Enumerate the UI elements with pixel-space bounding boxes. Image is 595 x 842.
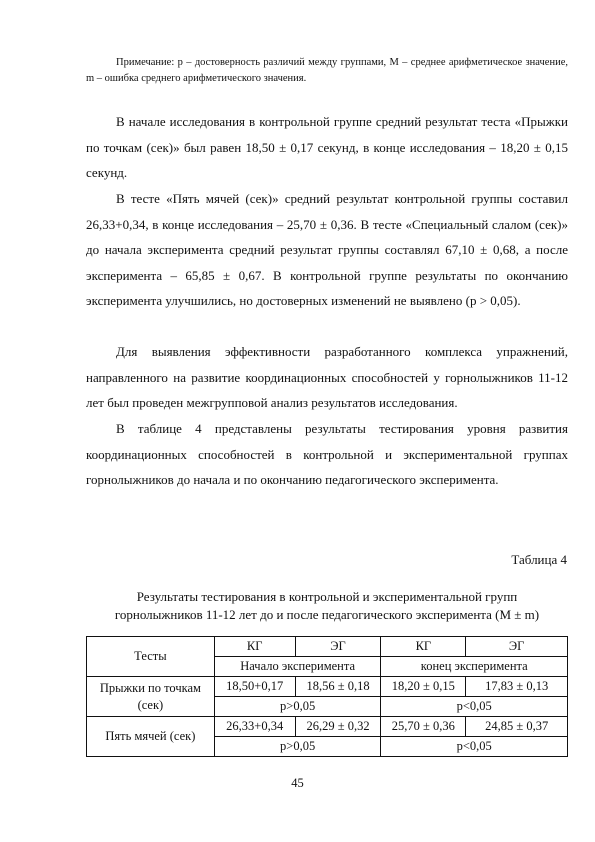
header-tests: Тесты xyxy=(87,637,215,677)
value-cell: 17,83 ± 0,13 xyxy=(466,677,568,697)
p-value-cell: p<0,05 xyxy=(381,737,568,757)
results-table xyxy=(86,636,568,757)
header-kg-end: КГ xyxy=(381,637,466,657)
footnote-text: Примечание: p – достоверность различий между группами, M – среднее арифметическое значение, m – ошибка среднего арифметического значения. xyxy=(86,57,568,84)
test-name-line: Прыжки по точкам xyxy=(99,680,201,695)
header-end-experiment: конец эксперимента xyxy=(381,657,568,677)
p-value-cell: p>0,05 xyxy=(214,737,381,757)
paragraph-intergroup-analysis: Для выявления эффективности разработанного комплекса упражнений, направленного на развитие координационных способностей у горнолыжников 11-12 лет был проведен межгрупповой анализ результатов исследования. xyxy=(86,344,568,410)
paragraph-control-jumps: В начале исследования в контрольной группе средний результат теста «Прыжки по точкам (сек)» был равен 18,50 ± 0,17 секунд, в конце исследования – 18,20 ± 0,15 секунд. xyxy=(86,114,568,180)
table-footnote xyxy=(86,55,568,86)
value-cell: 26,29 ± 0,32 xyxy=(295,717,381,737)
test-name-cell xyxy=(87,677,215,717)
table-caption-line-2: горнолыжников 11-12 лет до и после педагогического эксперимента (M ± m) xyxy=(114,607,540,622)
table-number-label: Таблица 4 xyxy=(511,552,567,567)
table-caption xyxy=(86,588,568,624)
header-start-experiment: Начало эксперимента xyxy=(214,657,381,677)
value-cell: 24,85 ± 0,37 xyxy=(466,717,568,737)
page-number: 45 xyxy=(291,776,304,790)
table-header-row xyxy=(87,637,568,657)
paragraph-control-balls-slalom: В тесте «Пять мячей (сек)» средний результат контрольной группы составил 26,33+0,34, в конце исследования – 25,70 ± 0,36. В тесте «Специальный слалом (сек)» до начала эксперимента средний результат группы составлял 67,10 ± 0,68, а после эксперимента – 65,85 ± 0,67. В контрольной группе результаты по окончанию эксперимента улучшились, но достоверных изменений не выявлено (p > 0,05). xyxy=(86,191,568,308)
header-kg-start: КГ xyxy=(214,637,295,657)
header-eg-start: ЭГ xyxy=(295,637,381,657)
table-caption-line-1: Результаты тестирования в контрольной и экспериментальной групп xyxy=(136,589,518,604)
value-cell: 26,33+0,34 xyxy=(214,717,295,737)
value-cell: 18,20 ± 0,15 xyxy=(381,677,466,697)
table-row xyxy=(87,717,568,737)
paragraph-table-intro: В таблице 4 представлены результаты тестирования уровня развития координационных способностей в контрольной и экспериментальной группах горнолыжников до начала и по окончанию педагогического эксперимента. xyxy=(86,421,568,487)
table-row xyxy=(87,677,568,697)
test-name-line: (сек) xyxy=(137,697,164,712)
value-cell: 25,70 ± 0,36 xyxy=(381,717,466,737)
value-cell: 18,56 ± 0,18 xyxy=(295,677,381,697)
p-value-cell: p>0,05 xyxy=(214,697,381,717)
value-cell: 18,50+0,17 xyxy=(214,677,295,697)
test-name-cell: Пять мячей (сек) xyxy=(87,717,215,757)
p-value-cell: p<0,05 xyxy=(381,697,568,717)
header-eg-end: ЭГ xyxy=(466,637,568,657)
